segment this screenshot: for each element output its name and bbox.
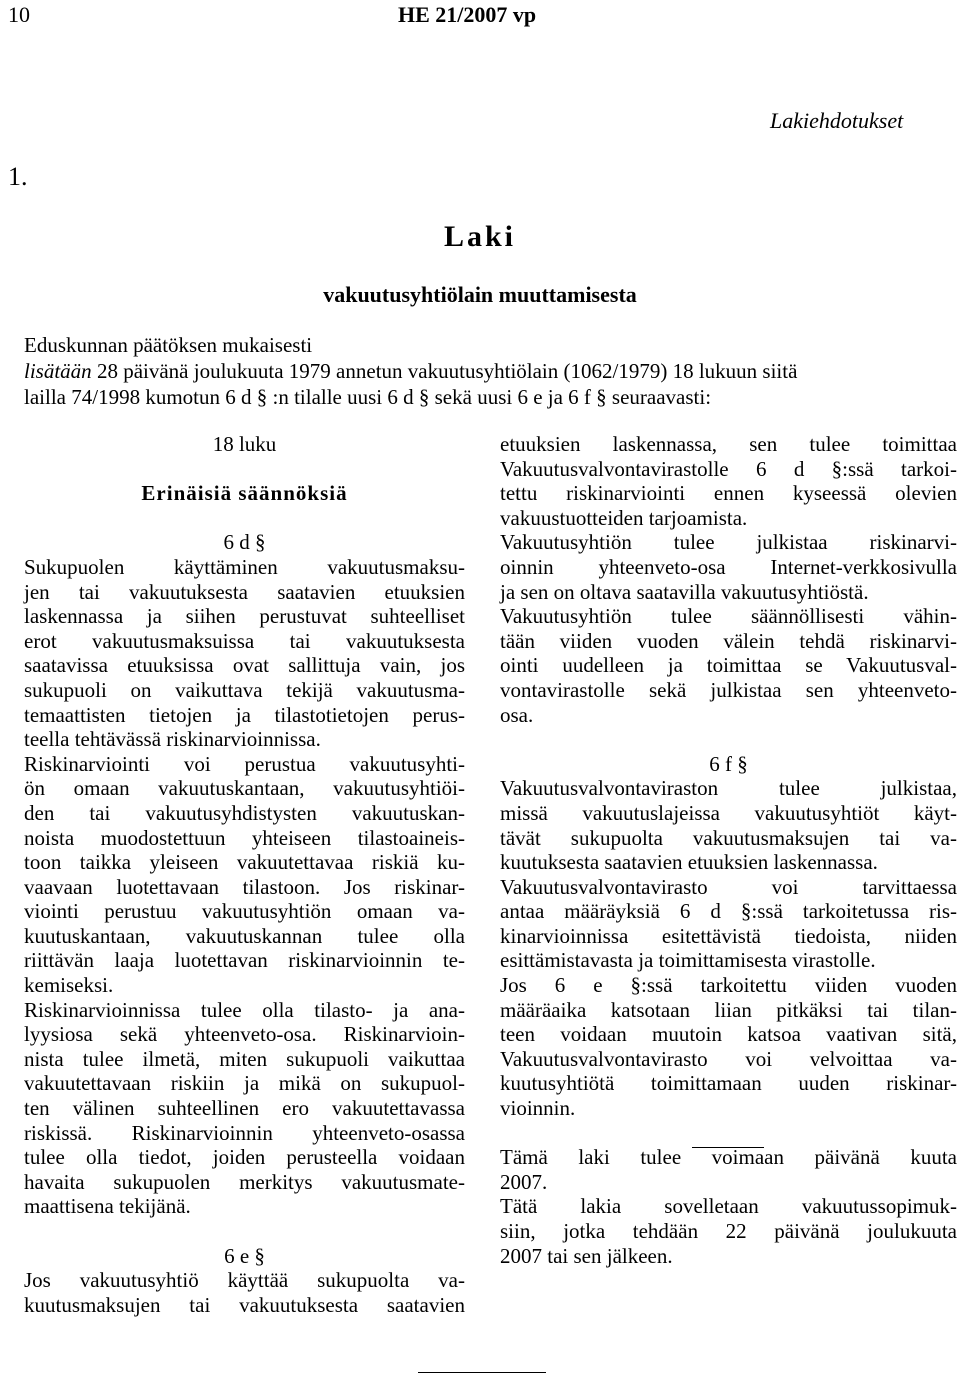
paragraph-6f-1 [500,776,957,874]
intro-block [24,332,954,410]
text-line: kuutuksesta saatavien etuuksien laskennassa. [500,850,878,875]
footer-rule [418,1372,546,1373]
text-line: Tämä laki tulee voimaan päivänä kuuta [500,1145,957,1170]
text-line: kemiseksi. [24,973,114,998]
text-line: Vakuutusvalvontavirastolle 6 d §:ssä tarkoi- [500,456,957,481]
text-line: Riskinarviointi voi perustua vakuutusyhti- [24,751,465,776]
text-line: lyysiosa sekä yhteenveto-osa. Riskinarvioin- [24,1022,465,1047]
text-line: tävät sukupuolta vakuutusmaksujen tai va- [500,825,957,850]
section-label: Lakiehdotukset [770,108,904,133]
text-line: Vakuutusvalvontavirasto voi tarvittaessa [500,874,957,899]
text-line: esittämistavasta ja toimittamisesta virastolle. [500,948,876,973]
text-line: sukupuoli on vaikuttava tekijä vakuutusma- [24,677,465,702]
text-line: tulee olla tiedot, joiden perusteella voidaan [24,1145,465,1170]
text-line: saatavissa etuuksissa ovat sallittuja vain, jos [24,653,465,678]
text-line: temaattisten tietojen ja tilastotietojen perus- [24,702,465,727]
text-line: antaa määräyksiä 6 d §:ssä tarkoitetussa ris- [500,899,957,924]
text-line: den tai vakuutusyhdistysten vakuutuskan- [24,800,465,825]
text-line: viointi perustuu vakuutusyhtiön omaan va- [24,899,465,924]
chapter-title: Erinäisiä säännöksiä [141,481,348,506]
paragraph-6d-2 [24,752,465,998]
law-subtitle: vakuutusyhtiölain muuttamisesta [323,282,637,307]
text-line: ten välinen suhteellinen ero vakuutettavassa [24,1096,465,1121]
text-line: Vakuutusyhtiön tulee säännöllisesti vähin- [500,604,957,629]
paragraph-application [500,1194,957,1268]
paragraph-6e-1 [24,1268,465,1317]
paragraph-entry-into-force [500,1145,957,1194]
text-line: kinarvioinnissa esitettävistä tiedoista, niiden [500,923,957,948]
left-column [24,432,465,1317]
text-line: kuutusmaksujen tai vakuutuksesta saatavien [24,1292,465,1317]
section-6e-heading: 6 e § [224,1243,265,1268]
paragraph-6f-2 [500,875,957,973]
paragraph-6e-2 [500,530,957,604]
text-line: tettu riskinarviointi ennen kyseessä olevien [500,481,957,506]
separator-rule [692,1147,764,1148]
text-line: siin, jotka tehdään 22 päivänä joulukuuta [500,1219,957,1243]
text-line: vontavirastolle sekä julkistaa sen yhteenveto- [500,677,957,702]
text-line: Sukupuolen käyttäminen vakuutusmaksu- [24,554,465,579]
page-number: 10 [8,2,30,27]
section-6f-heading: 6 f § [709,751,748,776]
text-line: Riskinarvioinnissa tulee olla tilasto- ja ana- [24,997,465,1022]
paragraph-6d-3 [24,998,465,1219]
intro-emphasis: lisätään [24,359,92,383]
text-line: ön omaan vakuutuskantaan, vakuutusyhtiöi- [24,776,465,801]
text-line: Jos vakuutusyhtiö käyttää sukupuolta va- [24,1268,465,1293]
text-line: teen voidaan muutoin katsoa vaativan sitä, [500,1022,957,1047]
text-line: laskennassa ja siihen perustuvat suhteelliset [24,604,465,629]
paragraph-6e-3 [500,604,957,727]
text-line: vakuutettavaan riskiin ja mikä on sukupuol- [24,1071,465,1096]
intro-line-rest: 28 päivänä joulukuuta 1979 annetun vakuutusyhtiölain (1062/1979) 18 lukuun siitä [91,359,798,383]
text-line: ja sen on oltava saatavilla vakuutusyhtiöstä. [500,579,869,604]
text-line: etuuksien laskennassa, sen tulee toimittaa [500,432,957,456]
text-line: nista tulee ilmetä, miten sukupuoli vaikuttaa [24,1046,465,1071]
text-line: jen tai vakuutuksesta saatavien etuuksien [24,579,465,604]
text-line: toon taikka yleiseen vakuutettavaa riskiä ku- [24,850,465,875]
text-line: vaavaan luotettavaan tilastoon. Jos riskinar- [24,874,465,899]
law-number: 1. [8,162,28,191]
text-line: missä vakuutuslajeissa vakuutusyhtiöt käyt- [500,800,957,825]
text-line: havaita sukupuolen merkitys vakuutusmate- [24,1169,465,1194]
text-line: määräaika katsotaan liian pitkäksi tai tilan- [500,997,957,1022]
text-line: riittävän laaja luotettavan riskinarvioinnin te- [24,948,465,973]
text-line: Vakuutusyhtiön tulee julkistaa riskinarvi- [500,530,957,555]
text-line: kuutuskantaan, vakuutuskannan tulee olla [24,923,465,948]
paragraph-6d-1 [24,555,465,752]
text-line: oinnin yhteenveto-osa Internet-verkkosivulla [500,554,957,579]
intro-line: lailla 74/1998 kumotun 6 d § :n tilalle uusi 6 d § sekä uusi 6 e ja 6 f § seuraavasti: [24,385,712,409]
intro-line: Eduskunnan päätöksen mukaisesti [24,333,313,357]
text-line: maattisena tekijänä. [24,1194,191,1219]
text-line: osa. [500,702,534,727]
text-line: Vakuutusvalvontavirasto voi velvoittaa va- [500,1046,957,1071]
law-title: Laki [443,220,517,253]
chapter-number: 18 luku [212,432,277,456]
text-line: vioinnin. [500,1096,576,1121]
text-line: teella tehtävässä riskinarvioinnissa. [24,727,321,752]
section-6d-heading: 6 d § [223,530,266,555]
text-line: Jos 6 e §:ssä tarkoitettu viiden vuoden [500,973,957,998]
text-line: erot vakuutusmaksuissa tai vakuutuksesta [24,628,465,653]
text-line: riskissä. Riskinarvioinnin yhteenveto-osassa [24,1120,465,1145]
paragraph-6f-3 [500,973,957,1121]
right-column [500,432,957,1268]
text-line: tään viiden vuoden välein tehdä riskinarvi- [500,628,957,653]
running-head: HE 21/2007 vp [398,2,537,27]
text-line: 2007 tai sen jälkeen. [500,1243,673,1268]
text-line: kuutusyhtiötä toimittamaan uuden riskinar- [500,1071,957,1096]
text-line: noista muodostettuun yhteiseen tilastoaineis- [24,825,465,850]
text-line: ointi uudelleen ja toimittaa se Vakuutusval- [500,653,957,678]
intro-line [24,358,954,384]
text-line: Vakuutusvalvontaviraston tulee julkistaa, [500,776,957,801]
text-line: vakuustuotteiden tarjoamista. [500,505,748,530]
text-line: 2007. [500,1169,548,1194]
paragraph-6e-cont [500,432,957,530]
text-line: Tätä lakia sovelletaan vakuutussopimuk- [500,1194,957,1219]
